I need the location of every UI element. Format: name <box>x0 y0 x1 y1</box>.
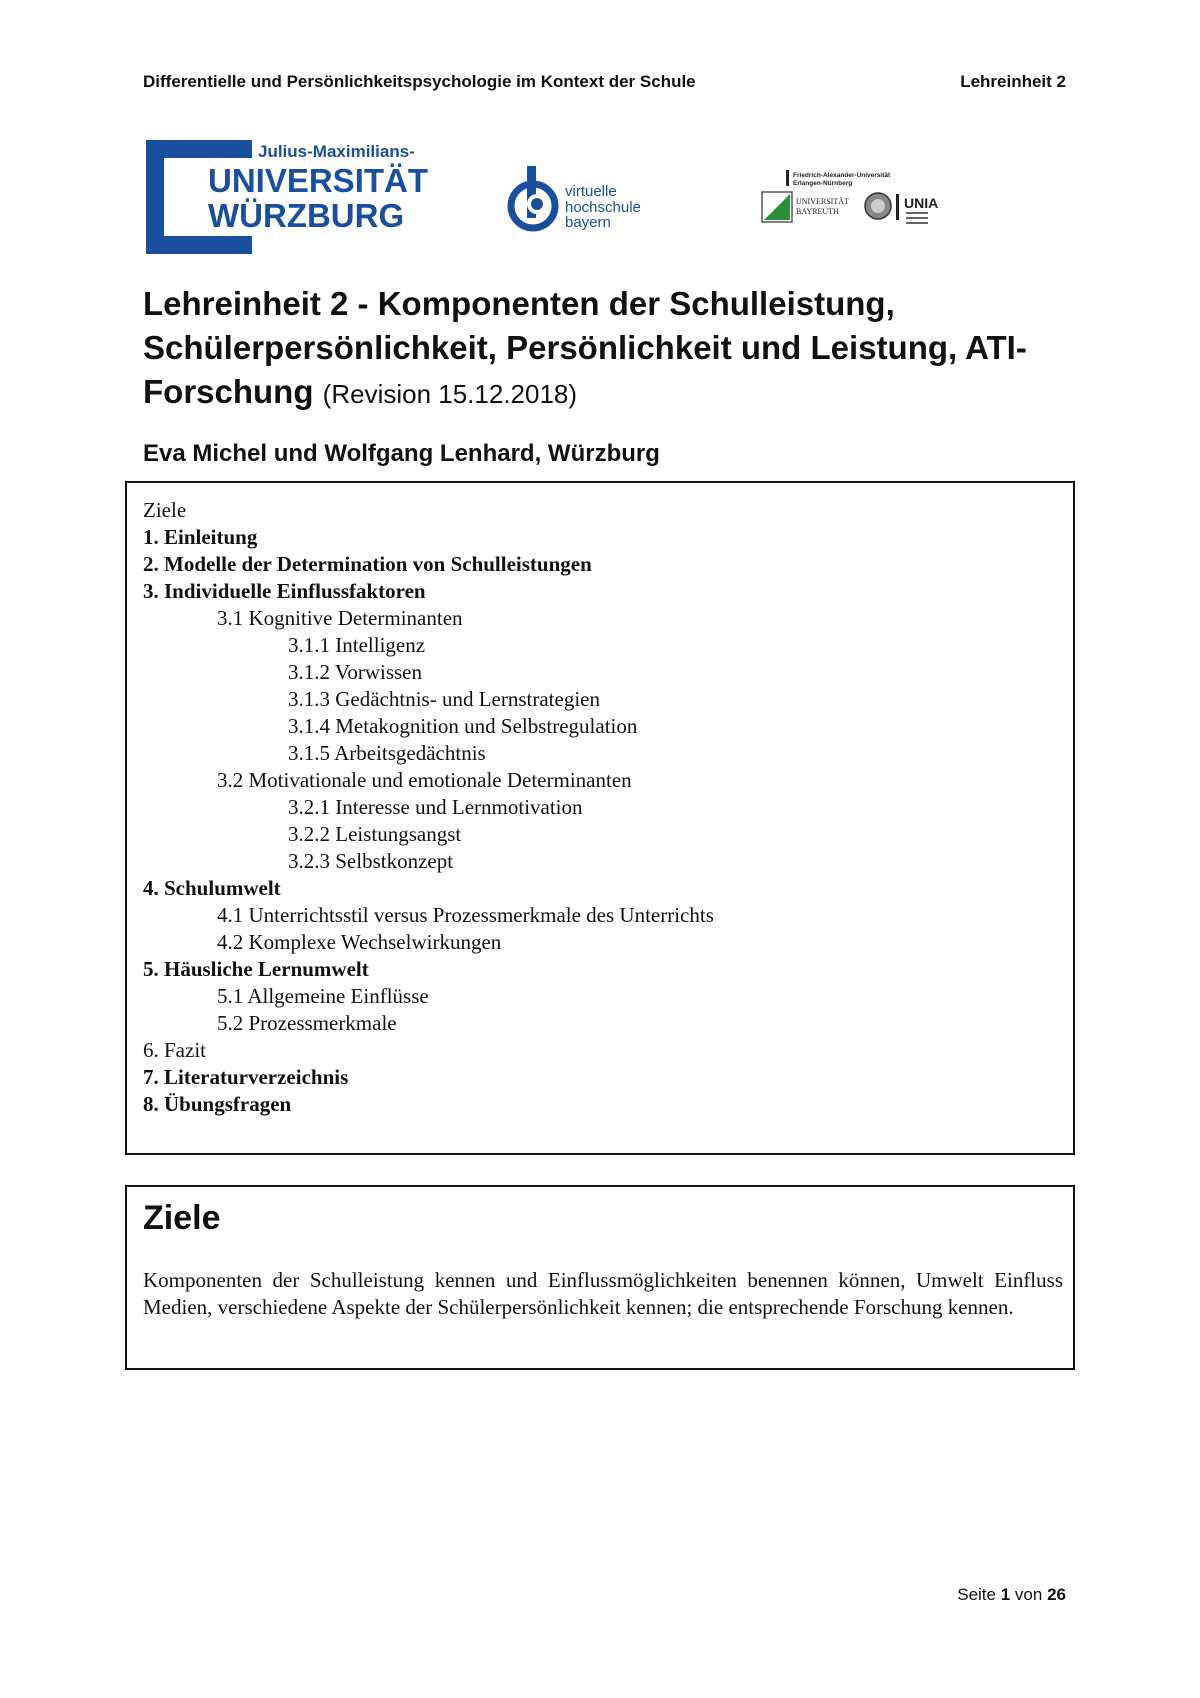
footer-prefix: Seite <box>957 1585 996 1604</box>
partner-universities-logo <box>762 170 952 230</box>
vhb-logo-line3: bayern <box>565 214 611 231</box>
ziele-heading: Ziele <box>143 1199 221 1237</box>
document-title-main: Lehreinheit 2 - Komponenten der Schulleistung, Schülerpersönlichkeit, Persönlichkeit und Leistung, ATI-Forschung <box>143 285 1027 410</box>
toc-item: 3.1 Kognitive Determinanten <box>217 606 463 630</box>
ziele-box <box>125 1185 1075 1370</box>
footer-middle: von <box>1014 1585 1043 1604</box>
document-title <box>143 282 1083 416</box>
toc-item: 2. Modelle der Determination von Schulleistungen <box>143 552 592 576</box>
running-header-title: Differentielle und Persönlichkeitspsychologie im Kontext der Schule <box>143 72 696 91</box>
toc-item: 3.2.2 Leistungsangst <box>288 822 462 846</box>
toc-item: 3.2 Motivationale und emotionale Determinanten <box>217 768 632 792</box>
uw-logo-line3: WÜRZBURG <box>208 197 405 234</box>
toc-item: 5. Häusliche Lernumwelt <box>143 957 369 981</box>
toc-item: 3.1.3 Gedächtnis- und Lernstrategien <box>288 687 600 711</box>
document-revision: (Revision 15.12.2018) <box>322 379 578 409</box>
toc-item: 4. Schulumwelt <box>143 876 281 900</box>
toc-item: 7. Literaturverzeichnis <box>143 1065 349 1089</box>
toc-item: 5.1 Allgemeine Einflüsse <box>217 984 429 1008</box>
ziele-text: Komponenten der Schulleistung kennen und Einflussmöglichkeiten benennen können, Umwelt Einfluss Medien, verschiedene Aspekte der Schülerpersönlichkeit kennen; die entsprechende Forschung kennen. <box>143 1268 1063 1319</box>
toc-item: 3.1.2 Vorwissen <box>288 660 422 684</box>
toc-item: 3.2.1 Interesse und Lernmotivation <box>288 795 583 819</box>
toc-item: 3.1.5 Arbeitsgedächtnis <box>288 741 486 765</box>
footer-total-pages: 26 <box>1047 1585 1066 1604</box>
toc-item: 6. Fazit <box>143 1038 206 1062</box>
table-of-contents <box>143 497 714 1118</box>
toc-item: 3.2.3 Selbstkonzept <box>288 849 454 873</box>
page-footer <box>957 1585 1066 1605</box>
uw-logo-line1: Julius-Maximilians- <box>258 142 415 161</box>
authors: Eva Michel und Wolfgang Lenhard, Würzburg <box>143 440 660 467</box>
augsburg-logo-text: UNIA <box>904 195 939 211</box>
bayreuth-logo-line2: BAYREUTH <box>796 207 839 216</box>
bayreuth-logo-line1: UNIVERSITÄT <box>796 197 849 206</box>
toc-item: 3.1.4 Metakognition und Selbstregulation <box>288 714 638 738</box>
toc-item: 4.2 Komplexe Wechselwirkungen <box>217 930 502 954</box>
uw-logo-line2: UNIVERSITÄT <box>208 162 429 199</box>
vhb-logo-line2: hochschule <box>565 199 641 216</box>
toc-item: 8. Übungsfragen <box>143 1092 292 1116</box>
running-header-unit: Lehreinheit 2 <box>960 72 1066 91</box>
toc-item: 3. Individuelle Einflussfaktoren <box>143 579 426 603</box>
toc-item: 3.1.1 Intelligenz <box>288 633 426 657</box>
toc-item: Ziele <box>143 498 187 522</box>
toc-item: 4.1 Unterrichtsstil versus Prozessmerkmale des Unterrichts <box>217 903 714 927</box>
vhb-logo <box>505 160 665 238</box>
toc-item: 5.2 Prozessmerkmale <box>217 1011 397 1035</box>
university-wuerzburg-logo <box>146 140 429 254</box>
fau-logo-line2: Erlangen-Nürnberg <box>793 180 853 187</box>
toc-item: 1. Einleitung <box>143 525 258 549</box>
footer-page-number: 1 <box>1000 1585 1011 1604</box>
fau-logo-line1: Friedrich-Alexander-Universität <box>793 172 891 179</box>
table-of-contents-box <box>125 481 1075 1155</box>
vhb-logo-line1: virtuelle <box>565 183 617 200</box>
